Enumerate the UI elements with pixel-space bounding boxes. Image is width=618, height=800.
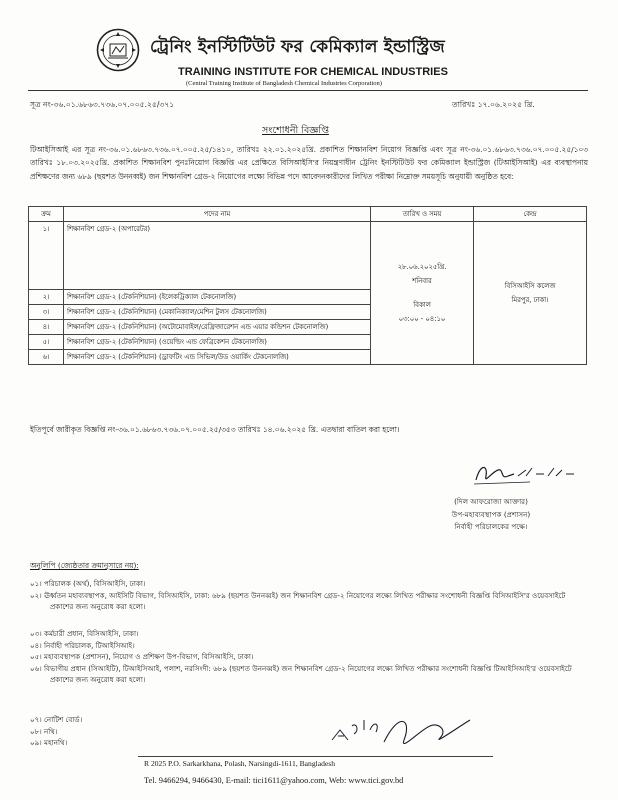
table-row xyxy=(29,222,587,290)
exam-time: ০৩:০০ - ০৪:১০ xyxy=(398,315,446,323)
cc-item: ০৫। মহাব্যবস্থাপক (প্রশাসন), নিয়োগ ও প্রশিক্ষণ উপ-বিভাগ, বিসিআইসি, ঢাকা। xyxy=(30,652,254,661)
row-post: শিক্ষানবিশ গ্রেড-২ (টেকনিশিয়ান) (ওয়েল্ডিং এন্ড ফেব্রিকেশন টেকনোলজি) xyxy=(64,335,371,350)
row-post: শিক্ষানবিশ গ্রেড-২ (টেকনিশিয়ান) (মেকানিক্যাল/মেশিন টুলস টেকনোলজি) xyxy=(64,305,371,320)
institute-logo xyxy=(96,28,140,72)
row-post: শিক্ষানবিশ গ্রেড-২ (টেকনিশিয়ান) (ইলেকট্রিক্যাল টেকনোলজি) xyxy=(64,290,371,305)
cc-item: ০১। পরিচালক (অর্থ), বিসিআইসি, ঢাকা। xyxy=(30,579,146,588)
cc-list xyxy=(30,578,588,613)
col-header-serial: ক্রম xyxy=(29,207,64,222)
cc-item: ০৩। কর্মচারী প্রধান, বিসিআইসি, ঢাকা। xyxy=(30,629,139,638)
signatory-designation: উপ-মহাব্যবস্থাপক (প্রশাসন) xyxy=(451,509,531,519)
exam-day: শনিবার xyxy=(412,277,432,285)
cc-item: ০৮। নথি। xyxy=(30,726,58,736)
venue-location: মিরপুর, ঢাকা। xyxy=(511,296,549,304)
org-subtitle: (Central Training Institute of Bangladesh Chemical Industries Corporation) xyxy=(186,80,382,87)
signatory-on-behalf: নির্বাহী পরিচালকের পক্ষে। xyxy=(454,522,528,531)
row-serial: ৩। xyxy=(29,305,64,320)
approval-scribble xyxy=(330,700,480,760)
signatory-name: (দিল আফরোজা আক্তার) xyxy=(454,497,528,506)
exam-date: ২৮.০৬.২০২৫খ্রি. xyxy=(397,263,447,271)
cc-item: ০৬। বিভাগীয় প্রধান (সিআইটি), টিআইসিআই, পলাশ, নরসিংদী: ৬৮৯ (ছয়শত উননব্বই) জন শিক্ষানবিশ গ্রেড-২ নিয়োগের লক্ষ্যে লিখিত পরীক্ষার সংশোধনী বিজ্ঞপ্তি টিআইসিআই'র ওয়েবসাইটে প্রকাশের জন্য অনুরোধ করা হলো। xyxy=(30,663,572,684)
handwritten-signature xyxy=(470,458,580,488)
cc-item: ০২। ঊর্ধ্বতন মহাব্যবস্থাপক, আইসিটি বিভাগ, বিসিআইসি, ঢাকা: ৬৮৯ (ছয়শত উননব্বই) জন শিক্ষানবিশ গ্রেড-২ নিয়োগের লক্ষ্যে লিখিত পরীক্ষার সংশোধনী বিজ্ঞপ্তি বিসিআইসি'র ওয়েবসাইটে প্রকাশের জন্য অনুরোধ করা হলো। xyxy=(30,590,566,611)
col-header-datetime: তারিখ ও সময় xyxy=(371,207,474,222)
footer-address: R 2025 P.O. Sarkarkhana, Polash, Narsingdi-1611, Bangladesh xyxy=(144,759,336,768)
footer-contact: Tel. 9466294, 9466430, E-mail: tici1611@yahoo.com, Web: www.tici.gov.bd xyxy=(144,776,404,785)
row-serial: ৬। xyxy=(29,350,64,365)
exam-schedule-table xyxy=(28,206,587,365)
org-name-bengali: ট্রেনিং ইনস্টিটিউট ফর কেমিক্যাল ইন্ডাস্ট্রিজ xyxy=(150,37,445,57)
table-header-row xyxy=(29,207,587,222)
exam-datetime-cell xyxy=(371,222,474,365)
notice-title: সংশোধনী বিজ্ঞপ্তি xyxy=(262,125,329,136)
cc-item: ০৯। মহানথি। xyxy=(30,738,68,747)
exam-venue-cell xyxy=(474,222,587,365)
row-serial: ৪। xyxy=(29,320,64,335)
row-serial: ৫। xyxy=(29,335,64,350)
org-name-english: TRAINING INSTITUTE FOR CHEMICAL INDUSTRIES xyxy=(178,66,448,78)
exam-time-label: বিকাল xyxy=(413,301,431,309)
cc-item: ০৭। নোটিশ বোর্ড। xyxy=(30,715,83,724)
col-header-venue: কেন্দ্র xyxy=(474,207,587,222)
cc-list-end xyxy=(30,714,588,749)
cc-item: ০৪। নির্বাহী পরিচালক, টিআইসিআই। xyxy=(30,640,135,650)
cancellation-note: ইতিপূর্বে জারীকৃত বিজ্ঞপ্তি নং-৩৬.০১.৬৮৬৩.৭৩৬.০৭.০০৫.২৫/৩৫৩ তারিখঃ ১৪.০৬.২০২৫ খ্রি. এতদ্বারা বাতিল করা হলো। xyxy=(30,425,400,434)
venue-name: বিসিআইসি কলেজ xyxy=(504,282,556,290)
col-header-post: পদের নাম xyxy=(64,207,371,222)
row-post: শিক্ষানবিশ গ্রেড-২ (অপারেটর) xyxy=(64,222,371,290)
memo-date: তারিখঃ ১৭.০৬.২০২৫ খ্রি. xyxy=(452,100,535,109)
row-serial: ২। xyxy=(29,290,64,305)
header-divider xyxy=(28,90,588,91)
memo-reference: সূত্র নং-৩৬.০১.৬৮৬৩.৭৩৬.০৭.০০৫.২৫/৩৭১ xyxy=(30,100,175,109)
notice-body: টিআইসিআই এর সূত্র নং-৩৬.০১.৬৮৬৩.৭৩৬.০৭.০০৫.২৫/১৪১০, তারিখঃ ২২.০১.২০২৫খ্রি. প্রকাশিত শিক্ষানবিশ নিয়োগ বিজ্ঞপ্তি এবং সূত্র নং-৩৬.০১.৬৮৬৩.৭৩৬.০৭.০০৫.২৫/১০৩ তারিখঃ ১৮.০৩.২০২৫খ্রি. প্রকাশিত শিক্ষানবিশ পুনঃনিয়োগ বিজ্ঞপ্তি এর প্রেক্ষিতে বিসিআইসি'র নিয়ন্ত্রণাধীন ট্রেনিং ইনস্টিটিউট ফর কেমিক্যাল ইন্ডাস্ট্রিজ (টিআইসিআই) এর ব্যবস্থাপনায় প্রশিক্ষণের জন্য ৬৮৯ (ছয়শত উননব্বই) জন শিক্ষানবিশ গ্রেড-২ নিয়োগের লক্ষ্যে বিভিন্ন পদে আবেদনকারীদের লিখিত পরীক্ষা নিম্নোক্ত সময়সূচি অনুযায়ী অনুষ্ঠিত হবে: xyxy=(30,145,588,181)
cc-heading: অনুলিপি (জ্যেষ্ঠতার ক্রমানুসারে নয়): xyxy=(30,561,139,570)
footer-divider xyxy=(138,756,493,757)
signatory-block xyxy=(406,496,576,534)
row-post: শিক্ষানবিশ গ্রেড-২ (টেকনিশিয়ান) (অটোমোবাইল/রেফ্রিজারেশন এন্ড এয়ার কন্ডিশন টেকনোলজি) xyxy=(64,320,371,335)
row-post: শিক্ষানবিশ গ্রেড-২ (টেকনিশিয়ান) (ড্রাফটিং এন্ড সিভিল/উড ওয়ার্কিং টেকনোলজি) xyxy=(64,350,371,365)
cc-list-continued xyxy=(30,628,588,686)
row-serial: ১। xyxy=(29,222,64,290)
